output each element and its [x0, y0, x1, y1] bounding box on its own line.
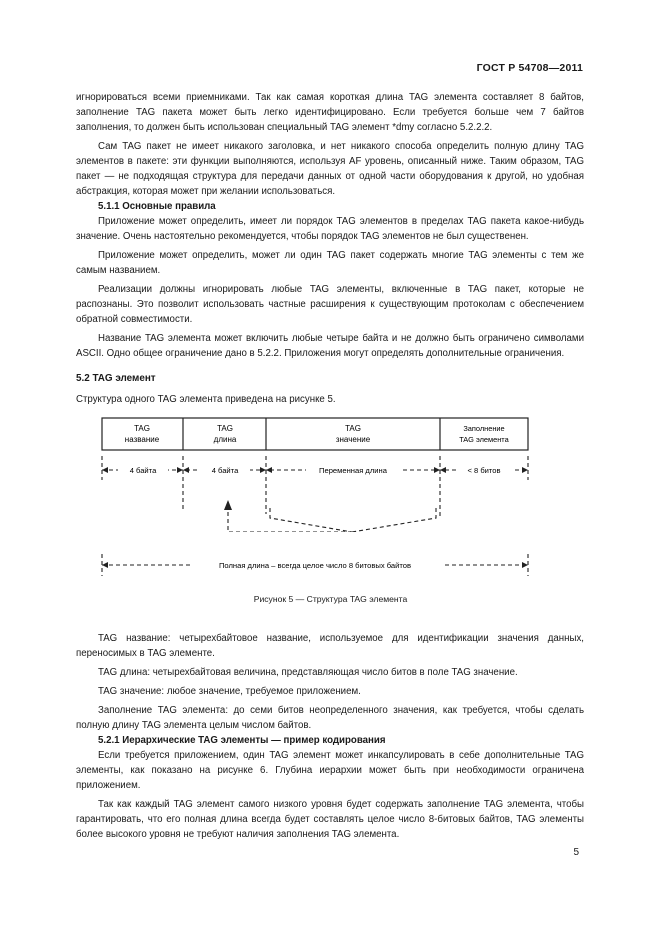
paragraph: Сам TAG пакет не имеет никакого заголовка, и нет никакого способа определить полную длину TAG элементов в пакете: эти функции выполняются, используя AF уровень, описанный ниже. Таким образом, TAG пакет — не подходящая структура для передачи данных от одной части оборудования к другой, но удобная абстракция, которая может при желании использоваться. [76, 141, 584, 197]
paragraph: Если требуется приложением, один TAG элемент может инкапсулировать в себе дополнительные TAG элементы, как показано на рисунке 6. Глубина иерархии может быть при необходимости ограничена приложением. [76, 750, 584, 791]
cell-length-line2: длина [213, 435, 237, 444]
heading-5-1-1: 5.1.1 Основные правила [98, 201, 216, 212]
paragraph: Реализации должны игнорировать любые TAG элементы, включенные в TAG пакет, которые не распознаны. Это позволит использовать частные расширения к существующим протоколам с обеспечением обратной совместимости. [76, 284, 584, 325]
page-number: 5 [573, 847, 579, 858]
size-length: 4 байта [211, 466, 239, 475]
cell-padding-line1: Заполнение [463, 424, 505, 433]
cell-name-line2: название [124, 435, 160, 444]
cell-value-line1: TAG [345, 424, 361, 433]
total-length-label: Полная длина – всегда целое число 8 битовых байтов [218, 561, 412, 570]
section-5-2 [76, 371, 584, 407]
paragraph: Приложение может определить, может ли один TAG пакет содержать многие TAG элементы с тем же самым названием. [76, 250, 584, 276]
paragraph: Так как каждый TAG элемент самого низкого уровня будет содержать заполнение TAG элемента, чтобы гарантировать, что его полная длина всегда будет составлять целое число 8-битовых байтов, TAG элементы более высокого уровня не требуют наличия заполнения TAG элемента. [76, 799, 584, 840]
top-text-block [76, 90, 584, 361]
paragraph: Приложение может определить, имеет ли порядок TAG элементов в пределах TAG пакета какое-нибудь значение. Очень настоятельно рекомендуется, чтобы порядок TAG элементов не был существенен. [76, 216, 584, 242]
standard-id: ГОСТ Р 54708—2011 [476, 62, 583, 74]
paragraph: Название TAG элемента может включить любые четыре байта и не должно быть ограничено символами ASCII. Одно общее ограничение дано в 5.2.2. Приложения могут определять дополнительные ограничения. [76, 333, 584, 359]
cell-name-line1: TAG [134, 424, 150, 433]
size-padding: < 8 битов [467, 466, 501, 475]
heading-5-2: 5.2 TAG элемент [76, 373, 156, 384]
cell-value-line2: значение [335, 435, 371, 444]
size-name: 4 байта [129, 466, 157, 475]
figure-5-diagram [0, 412, 661, 532]
cell-length-line1: TAG [217, 424, 233, 433]
figure-5-total-length [0, 548, 661, 588]
definition-tag-name: TAG название: четырехбайтовое название, используемое для идентификации значения данных, переносимых в TAG элементе. [76, 633, 584, 659]
definition-tag-padding: Заполнение TAG элемента: до семи битов неопределенного значения, как требуется, чтобы сделать полную длину TAG элемента целым числом байтов. [76, 705, 584, 731]
figure-caption: Рисунок 5 — Структура TAG элемента [253, 594, 408, 604]
cell-padding-line2: TAG элемента [459, 435, 509, 444]
figure-intro: Структура одного TAG элемента приведена на рисунке 5. [76, 394, 336, 405]
heading-5-2-1: 5.2.1 Иерархические TAG элементы — пример кодирования [98, 735, 386, 746]
paragraph: игнорироваться всеми приемниками. Так как самая короткая длина TAG элемента составляет 8 байтов, заполнение TAG пакета может быть легко идентифицировано. Если требуется больше чем 7 байтов заполнения, то должен быть использован специальный TAG элемент *dmy согласно 5.2.2.2. [76, 92, 584, 133]
definitions-block [76, 631, 584, 842]
definition-tag-length: TAG длина: четырехбайтовая величина, представляющая число битов в поле TAG значение. [98, 667, 518, 678]
definition-tag-value: TAG значение: любое значение, требуемое приложением. [98, 686, 361, 697]
size-value: Переменная длина [319, 466, 387, 475]
